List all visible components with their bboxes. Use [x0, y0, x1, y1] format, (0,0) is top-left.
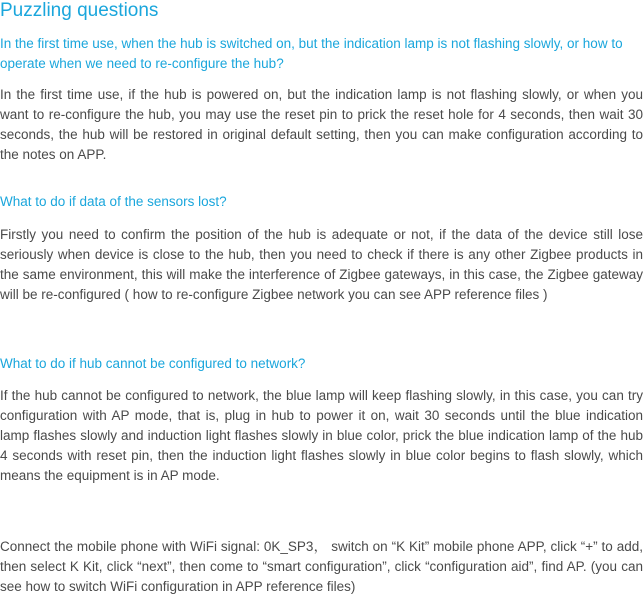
faq-question-hub-not-configured: What to do if hub cannot be configured to network? [0, 356, 306, 371]
faq-question-sensor-data-lost: What to do if data of the sensors lost? [0, 194, 227, 209]
faq-answer-ap-mode-steps: Connect the mobile phone with WiFi signal: 0K_SP3， switch on “K Kit” mobile phone APP, click “+” to add, then select K Kit, click “next”, then come to “smart configuration”, click “configuration aid”, find AP. (you can see how to switch WiFi configuration in APP reference files) [0, 539, 643, 594]
faq-question-hub-flashing: In the first time use, when the hub is switched on, but the indication lamp is not flashing slowly, or how to operate when we need to re-configure the hub? [0, 36, 623, 71]
faq-answer-sensor-data-lost: Firstly you need to confirm the position of the hub is adequate or not, if the data of the device still lose seriously when device is close to the hub, then you need to check if there is any other Zigbee products in the same environment, this will make the interference of Zigbee gateways, in this case, the Zigbee gateway will be re-configured ( how to re-configure Zigbee network you can see APP reference files ) [0, 227, 643, 302]
faq-answer-hub-not-configured: If the hub cannot be configured to network, the blue lamp will keep flashing slowly, in this case, you can try configuration with AP mode, that is, plug in hub to power it on, wait 30 seconds until the blue indication lamp flashes slowly and induction light flashes slowly in blue color, prick the blue indication lamp of the hub 4 seconds with reset pin, then the induction light flashes slowly in blue color begins to flash slowly, which means the equipment is in AP mode. [0, 388, 643, 483]
faq-answer-hub-flashing: In the first time use, if the hub is powered on, but the indication lamp is not flashing slowly, or when you want to re-configure the hub, you may use the reset pin to prick the reset hole for 4 seconds, then wait 30 seconds, the hub will be restored in original default setting, then you can make configuration according to the notes on APP. [0, 87, 643, 162]
section-title: Puzzling questions [0, 0, 159, 21]
